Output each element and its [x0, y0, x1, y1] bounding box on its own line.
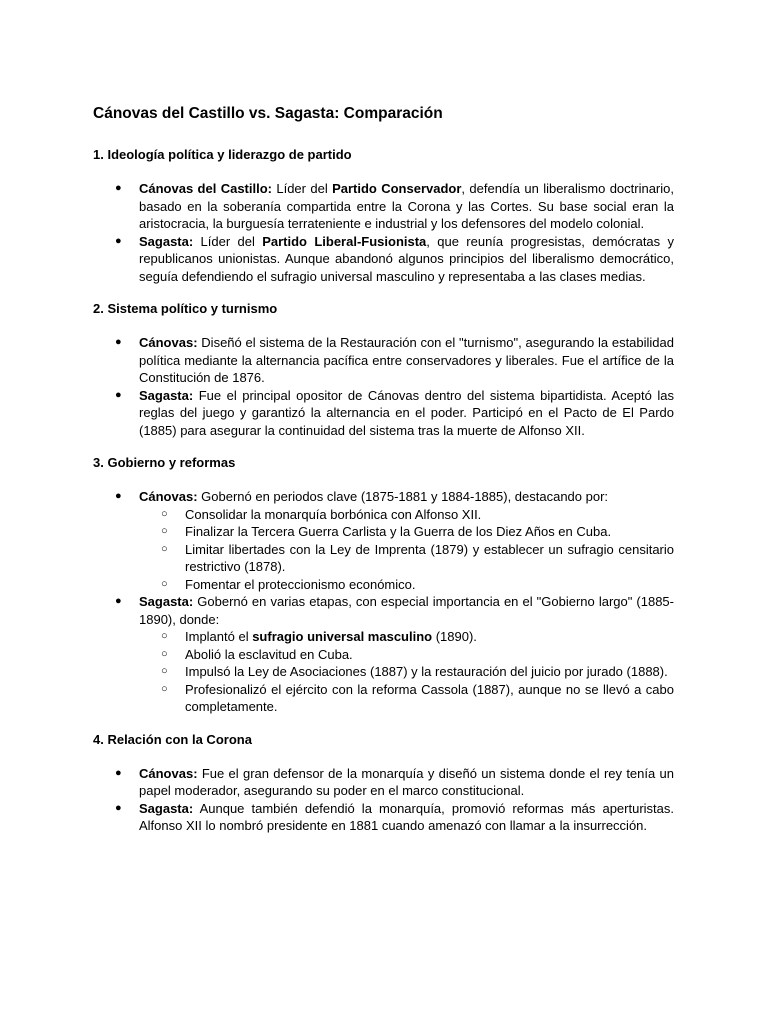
sub-list-item: ○ Fomentar el proteccionismo económico.	[161, 576, 416, 592]
bullet-icon: ●	[115, 801, 122, 814]
sub-list-item: ○ Finalizar la Tercera Guerra Carlista y la Guerra de los Diez Años en Cuba.	[161, 524, 612, 539]
document-title: Cánovas del Castillo vs. Sagasta: Comparación	[93, 105, 443, 122]
list-item: ● Cánovas: Gobernó en periodos clave (1875-1881 y 1884-1885), destacando por: ○ Consolidar la monarquía borbónica con Alfonso XII. ○ Finalizar la Tercera Guerra Carlista y la Guerra de los Diez Años en Cuba. ○ Limitar libertades con la Ley de Imprenta (1879) y establecer un sufragio censitario restrictivo (1878). ○ Fomentar el proteccionismo económico.	[115, 489, 674, 592]
section-ideologia	[93, 146, 674, 285]
list-item: ● Sagasta: Líder del Partido Liberal-Fusionista, que reunía progresistas, demócratas y republicanos unionistas. Aunque abandonó algunos principios del liberalismo democrático, seguía defendiendo el sufragio universal masculino y representaba a las clases medias.	[115, 233, 674, 284]
sub-list-item: ○ Abolió la esclavitud en Cuba.	[161, 646, 353, 662]
section-heading: 2. Sistema político y turnismo	[93, 301, 278, 316]
list-item: ● Sagasta: Fue el principal opositor de Cánovas dentro del sistema bipartidista. Aceptó las reglas del juego y garantizó la alternancia en el poder. Participó en el Pacto de El Pardo (1885) para asegurar la continuidad del sistema tras la muerte de Alfonso XII.	[115, 387, 674, 438]
document-body	[93, 103, 674, 835]
list-item: ● Sagasta: Aunque también defendió la monarquía, promovió reformas más aperturistas. Alfonso XII lo nombró presidente en 1881 cuando amenazó con llamar a la insurrección.	[115, 800, 674, 833]
circle-bullet-icon: ○	[161, 542, 168, 555]
circle-bullet-icon: ○	[161, 647, 168, 660]
bullet-list	[93, 334, 674, 439]
bullet-icon: ●	[115, 595, 122, 607]
sub-list-item: ○ Impulsó la Ley de Asociaciones (1887) y la restauración del juicio por jurado (1888).	[161, 664, 668, 679]
section-relacion-corona	[93, 731, 674, 835]
circle-bullet-icon: ○	[161, 682, 168, 695]
bullet-icon: ●	[115, 490, 122, 502]
bullet-icon: ●	[115, 234, 122, 247]
circle-bullet-icon: ○	[161, 630, 168, 642]
list-item: ● Cánovas del Castillo: Líder del Partido Conservador, defendía un liberalismo doctrinario, basado en la soberanía compartida entre la Corona y las Cortes. Su base social eran la aristocracia, la burguesía terrateniente e industrial y los defensores del modelo colonial.	[115, 181, 674, 231]
section-heading: 3. Gobierno y reformas	[93, 455, 236, 470]
circle-bullet-icon: ○	[161, 525, 168, 537]
bullet-list	[93, 765, 674, 835]
circle-bullet-icon: ○	[161, 577, 168, 590]
sub-list	[139, 628, 674, 716]
bullet-icon: ●	[115, 336, 122, 348]
bullet-icon: ●	[115, 182, 122, 194]
section-sistema-politico	[93, 300, 674, 439]
section-heading: 1. Ideología política y liderazgo de partido	[93, 147, 352, 162]
bullet-icon: ●	[115, 388, 122, 401]
sub-list-item: ○ Limitar libertades con la Ley de Imprenta (1879) y establecer un sufragio censitario restrictivo (1878).	[161, 541, 674, 574]
list-item: ● Cánovas: Fue el gran defensor de la monarquía y diseñó un sistema donde el rey tenía un papel moderador, asegurando su poder en el marco constitucional.	[115, 765, 674, 798]
section-heading: 4. Relación con la Corona	[93, 731, 252, 747]
section-gobierno-reformas	[93, 454, 674, 716]
sub-list-item: ○ Consolidar la monarquía borbónica con Alfonso XII.	[161, 506, 482, 522]
circle-bullet-icon: ○	[161, 665, 168, 677]
circle-bullet-icon: ○	[161, 507, 168, 520]
list-item: ● Sagasta: Gobernó en varias etapas, con especial importancia en el "Gobierno largo" (1885-1890), donde: ○ Implantó el sufragio universal masculino (1890). ○ Abolió la esclavitud en Cuba. ○ Impulsó la Ley de Asociaciones (1887) y la restauración del juicio por jurado (1888). ○ Profesionalizó el ejército con la reforma Cassola (1887), aunque no se llevó a cabo completamente.	[115, 594, 674, 714]
bullet-list	[93, 488, 674, 716]
sub-list-item: ○ Implantó el sufragio universal masculino (1890).	[161, 629, 477, 644]
list-item: ● Cánovas: Diseñó el sistema de la Restauración con el "turnismo", asegurando la estabilidad política mediante la alternancia pacífica entre conservadores y liberales. Fue el artífice de la Constitución de 1876.	[115, 335, 674, 385]
sub-list-item: ○ Profesionalizó el ejército con la reforma Cassola (1887), aunque no se llevó a cabo completamente.	[161, 681, 674, 714]
sub-list	[139, 506, 674, 594]
bullet-icon: ●	[115, 766, 122, 779]
bullet-list	[93, 180, 674, 285]
